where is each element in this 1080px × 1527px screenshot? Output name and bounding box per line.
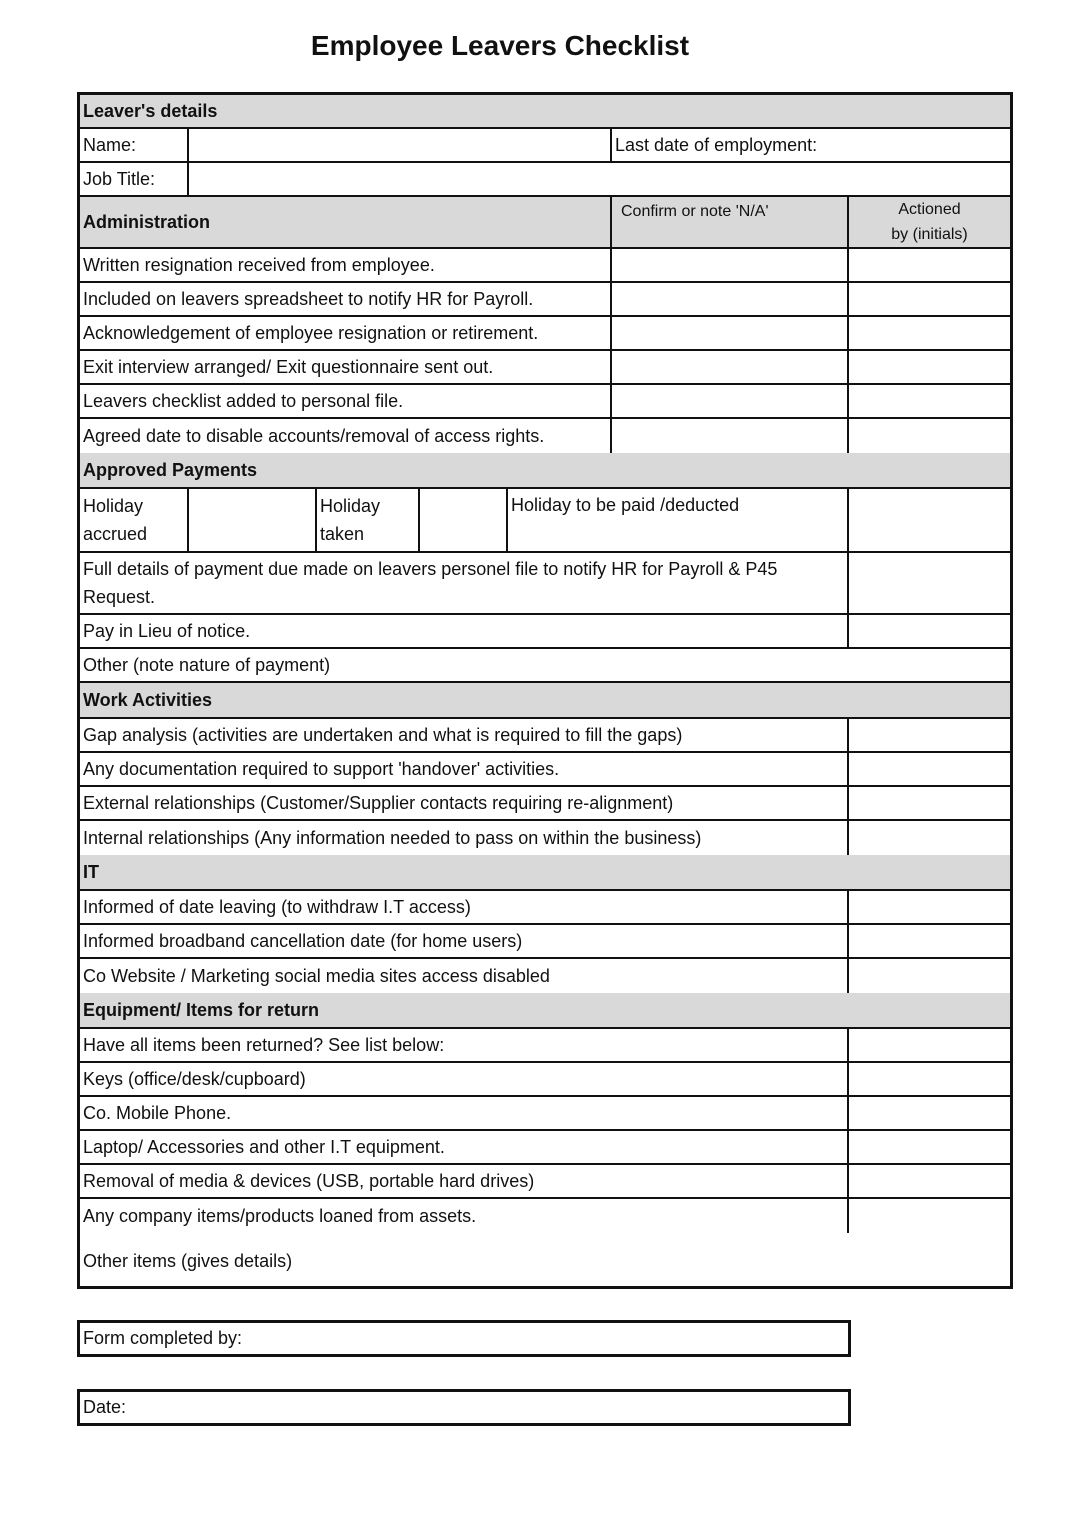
pay-in-lieu-row: [80, 615, 1010, 649]
checklist-row: [80, 317, 1010, 351]
holiday-taken-label: Holiday taken: [317, 489, 420, 551]
holiday-row: [80, 489, 1010, 553]
actioned-by-field[interactable]: [849, 249, 1010, 281]
full-details-label: Full details of payment due made on leavers personel file to notify HR for Payroll & P45 Request.: [80, 553, 849, 613]
section-leaver: [80, 95, 1010, 129]
checklist-row: [80, 1029, 1010, 1063]
item-label: Any documentation required to support 'handover' activities.: [80, 753, 849, 785]
holiday-taken-field[interactable]: [420, 489, 508, 551]
actioned-by-field[interactable]: [849, 1131, 1010, 1163]
checklist-row: [80, 283, 1010, 317]
actioned-by-field[interactable]: [849, 385, 1010, 417]
job-title-label: Job Title:: [80, 163, 189, 195]
holiday-paid-label: Holiday to be paid /deducted: [508, 489, 849, 551]
actioned-by-field[interactable]: [849, 1199, 1010, 1233]
item-label: Agreed date to disable accounts/removal of access rights.: [80, 419, 612, 453]
section-header: Administration: [80, 197, 612, 247]
section-equipment: [80, 993, 1010, 1029]
confirm-field[interactable]: [612, 283, 849, 315]
actioned-by-field[interactable]: [849, 1063, 1010, 1095]
col-confirm: Confirm or note 'N/A': [612, 197, 849, 247]
other-items-label: Other items (gives details): [83, 1251, 293, 1271]
confirm-field[interactable]: [612, 419, 849, 453]
actioned-by-field[interactable]: [849, 419, 1010, 453]
item-label: Laptop/ Accessories and other I.T equipment.: [80, 1131, 849, 1163]
checklist-row: [80, 821, 1010, 855]
checklist-row: [80, 753, 1010, 787]
job-title-row: [80, 163, 1010, 197]
checklist-row: [80, 891, 1010, 925]
actioned-by-field[interactable]: [849, 317, 1010, 349]
item-label: Removal of media & devices (USB, portable hard drives): [80, 1165, 849, 1197]
actioned-by-field[interactable]: [849, 351, 1010, 383]
checklist-row: [80, 719, 1010, 753]
checklist-row: [80, 385, 1010, 419]
holiday-accrued-label: Holiday accrued: [80, 489, 189, 551]
item-label: Exit interview arranged/ Exit questionnaire sent out.: [80, 351, 612, 383]
holiday-paid-field[interactable]: [849, 489, 1010, 551]
other-items-row[interactable]: [80, 1233, 1010, 1289]
actioned-by-field[interactable]: [849, 1097, 1010, 1129]
form-completed-by-label: Form completed by:: [83, 1328, 243, 1348]
checklist-row: [80, 959, 1010, 993]
item-label: Acknowledgement of employee resignation or retirement.: [80, 317, 612, 349]
section-header: Leaver's details: [83, 101, 218, 121]
pay-in-lieu-label: Pay in Lieu of notice.: [80, 615, 849, 647]
item-label: Have all items been returned? See list below:: [80, 1029, 849, 1061]
checklist-row: [80, 1165, 1010, 1199]
name-row: [80, 129, 1010, 163]
actioned-by-field[interactable]: [849, 283, 1010, 315]
checklist-row: [80, 925, 1010, 959]
item-label: Co. Mobile Phone.: [80, 1097, 849, 1129]
section-it: [80, 855, 1010, 891]
actioned-by-field[interactable]: [849, 821, 1010, 855]
actioned-by-field[interactable]: [849, 891, 1010, 923]
section-header: Approved Payments: [83, 460, 258, 480]
item-label: Included on leavers spreadsheet to notify HR for Payroll.: [80, 283, 612, 315]
name-label: Name:: [80, 129, 189, 161]
last-date-field[interactable]: Last date of employment:: [615, 135, 818, 155]
checklist-row: [80, 1097, 1010, 1131]
checklist-row: [80, 351, 1010, 385]
other-payment-label: Other (note nature of payment): [83, 655, 331, 675]
actioned-by-field[interactable]: [849, 787, 1010, 819]
col-actioned: Actioned by (initials): [891, 201, 968, 243]
item-label: Gap analysis (activities are undertaken and what is required to fill the gaps): [80, 719, 849, 751]
item-label: Keys (office/desk/cupboard): [80, 1063, 849, 1095]
checklist-row: [80, 1063, 1010, 1097]
full-details-row: [80, 553, 1010, 615]
item-label: Co Website / Marketing social media sites access disabled: [80, 959, 849, 993]
actioned-by-field[interactable]: [849, 1029, 1010, 1061]
checklist-row: [80, 787, 1010, 821]
item-label: Any company items/products loaned from assets.: [80, 1199, 849, 1233]
item-label: External relationships (Customer/Supplier contacts requiring re-alignment): [80, 787, 849, 819]
page-title: Employee Leavers Checklist: [310, 30, 690, 61]
full-details-field[interactable]: [849, 553, 1010, 613]
pay-in-lieu-field[interactable]: [849, 615, 1010, 647]
actioned-by-field[interactable]: [849, 959, 1010, 993]
item-label: Leavers checklist added to personal file.: [80, 385, 612, 417]
confirm-field[interactable]: [612, 385, 849, 417]
section-work: [80, 683, 1010, 719]
confirm-field[interactable]: [612, 351, 849, 383]
holiday-accrued-field[interactable]: [189, 489, 317, 551]
date-label: Date:: [83, 1397, 127, 1417]
actioned-by-field[interactable]: [849, 1165, 1010, 1197]
name-field[interactable]: [189, 129, 612, 161]
section-header: Work Activities: [83, 690, 213, 710]
section-header: Equipment/ Items for return: [83, 1000, 320, 1020]
date-field[interactable]: [77, 1389, 851, 1426]
section-admin: [80, 197, 1010, 249]
actioned-by-field[interactable]: [849, 925, 1010, 957]
section-payments: [80, 453, 1010, 489]
actioned-by-field[interactable]: [849, 719, 1010, 751]
item-label: Informed broadband cancellation date (for home users): [80, 925, 849, 957]
section-header: IT: [83, 862, 99, 882]
item-label: Written resignation received from employee.: [80, 249, 612, 281]
confirm-field[interactable]: [612, 317, 849, 349]
confirm-field[interactable]: [612, 249, 849, 281]
other-payment-row[interactable]: [80, 649, 1010, 683]
item-label: Internal relationships (Any information needed to pass on within the business): [80, 821, 849, 855]
checklist-row: [80, 419, 1010, 453]
item-label: Informed of date leaving (to withdraw I.T access): [80, 891, 849, 923]
form-completed-by-field[interactable]: [77, 1320, 851, 1357]
actioned-by-field[interactable]: [849, 753, 1010, 785]
job-title-field[interactable]: [189, 163, 1010, 195]
checklist-row: [80, 1131, 1010, 1165]
checklist-table: [77, 92, 1013, 1289]
checklist-row: [80, 1199, 1010, 1233]
checklist-row: [80, 249, 1010, 283]
